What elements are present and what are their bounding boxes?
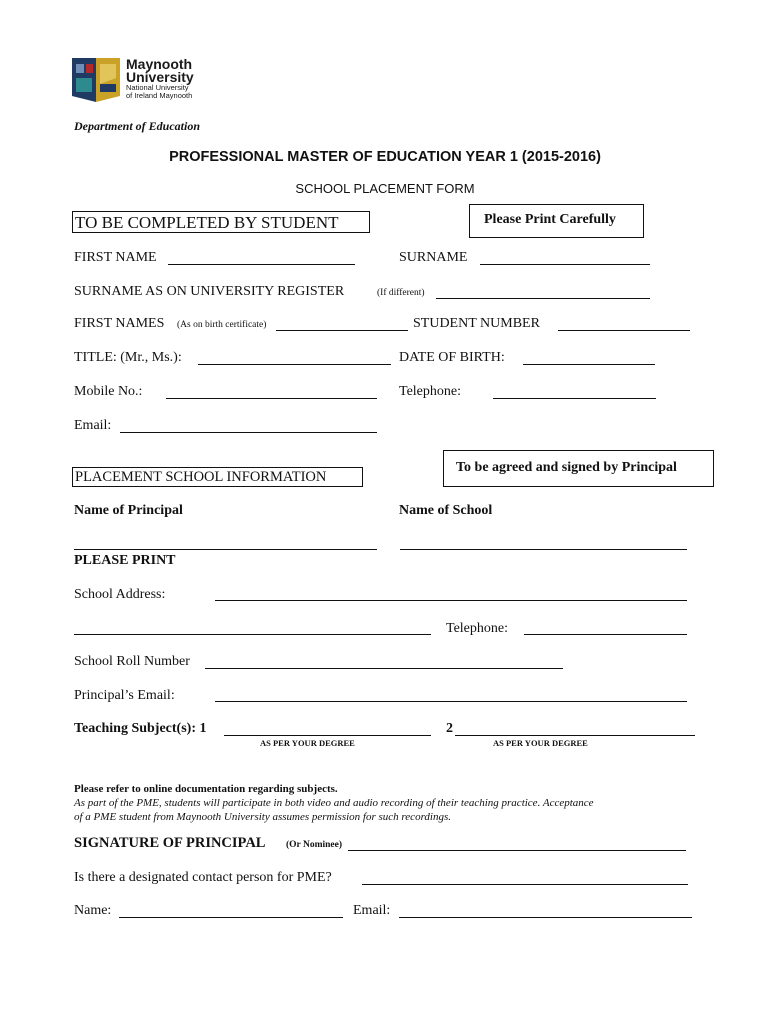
student-number-field[interactable] bbox=[558, 330, 690, 331]
principal-note: To be agreed and signed by Principal bbox=[456, 460, 677, 475]
mobile-field[interactable] bbox=[166, 398, 377, 399]
email-label: Email: bbox=[74, 418, 112, 433]
principal-email-field[interactable] bbox=[215, 701, 687, 702]
title-field[interactable] bbox=[198, 364, 391, 365]
student-section-heading: TO BE COMPLETED BY STUDENT bbox=[75, 213, 339, 232]
contact-question-field[interactable] bbox=[362, 884, 688, 885]
register-surname-field[interactable] bbox=[436, 298, 650, 299]
student-number-label: STUDENT NUMBER bbox=[413, 316, 540, 331]
contact-name-label: Name: bbox=[74, 903, 112, 918]
contact-name-field[interactable] bbox=[119, 917, 343, 918]
roll-number-field[interactable] bbox=[205, 668, 563, 669]
signature-field[interactable] bbox=[348, 850, 686, 851]
first-names-field[interactable] bbox=[276, 330, 408, 331]
logo-name-line1: Maynooth bbox=[126, 56, 193, 72]
roll-number-label: School Roll Number bbox=[74, 654, 190, 669]
mobile-label: Mobile No.: bbox=[74, 384, 143, 399]
pme-note-line1: As part of the PME, students will participate in both video and audio recording of their teaching practice. Acceptance bbox=[74, 797, 594, 809]
signature-note: (Or Nominee) bbox=[286, 840, 343, 850]
subject-1-degree-note: AS PER YOUR DEGREE bbox=[260, 738, 355, 748]
surname-label: SURNAME bbox=[399, 250, 468, 265]
principal-email-label: Principal’s Email: bbox=[74, 688, 175, 703]
please-print-note: Please Print Carefully bbox=[484, 212, 616, 227]
first-name-label: FIRST NAME bbox=[74, 250, 157, 265]
principal-note-box bbox=[443, 450, 714, 487]
principal-name-label: Name of Principal bbox=[74, 503, 183, 518]
please-print-box bbox=[469, 204, 644, 238]
contact-question: Is there a designated contact person for PME? bbox=[74, 870, 332, 885]
telephone-label: Telephone: bbox=[399, 384, 461, 399]
subject-2-field[interactable] bbox=[455, 735, 695, 736]
first-names-label: FIRST NAMES bbox=[74, 316, 165, 331]
crest-icon bbox=[72, 58, 122, 106]
signature-label: SIGNATURE OF PRINCIPAL bbox=[74, 835, 266, 851]
logo-sub-line1: National University bbox=[126, 83, 189, 92]
telephone-field[interactable] bbox=[493, 398, 656, 399]
please-print-label: PLEASE PRINT bbox=[74, 553, 176, 568]
pme-note-line2: of a PME student from Maynooth University assumes permission for such recordings. bbox=[74, 811, 452, 823]
school-telephone-field[interactable] bbox=[524, 634, 687, 635]
page-title: PROFESSIONAL MASTER OF EDUCATION YEAR 1 (2015-2016) bbox=[169, 149, 601, 165]
register-surname-note: (If different) bbox=[377, 288, 425, 298]
email-field[interactable] bbox=[120, 432, 377, 433]
school-address-field-1[interactable] bbox=[215, 600, 687, 601]
school-address-label: School Address: bbox=[74, 587, 166, 602]
subject-2-degree-note: AS PER YOUR DEGREE bbox=[493, 738, 588, 748]
logo-name-line2: University bbox=[126, 69, 194, 85]
dob-field[interactable] bbox=[523, 364, 655, 365]
first-name-field[interactable] bbox=[168, 264, 355, 265]
teaching-subjects-label: Teaching Subject(s): 1 bbox=[74, 721, 207, 736]
principal-name-field[interactable] bbox=[74, 549, 377, 550]
register-surname-label: SURNAME AS ON UNIVERSITY REGISTER bbox=[74, 284, 345, 299]
contact-email-field[interactable] bbox=[399, 917, 692, 918]
surname-field[interactable] bbox=[480, 264, 650, 265]
contact-email-label: Email: bbox=[353, 903, 391, 918]
page-subtitle: SCHOOL PLACEMENT FORM bbox=[295, 181, 475, 196]
student-section-heading-box bbox=[72, 211, 370, 233]
school-section-heading-box bbox=[72, 467, 363, 487]
title-label: TITLE: (Mr., Ms.): bbox=[74, 350, 182, 365]
dob-label: DATE OF BIRTH: bbox=[399, 350, 505, 365]
subject-2-number: 2 bbox=[446, 721, 453, 736]
school-name-label: Name of School bbox=[399, 503, 493, 518]
school-name-field[interactable] bbox=[400, 549, 687, 550]
subject-1-field[interactable] bbox=[224, 735, 431, 736]
refer-note: Please refer to online documentation regarding subjects. bbox=[74, 783, 338, 795]
first-names-note: (As on birth certificate) bbox=[177, 320, 267, 330]
department-label: Department of Education bbox=[74, 119, 201, 133]
school-address-field-2[interactable] bbox=[74, 634, 431, 635]
school-section-heading: PLACEMENT SCHOOL INFORMATION bbox=[75, 469, 327, 485]
logo-sub-line2: of Ireland Maynooth bbox=[126, 91, 193, 100]
school-telephone-label: Telephone: bbox=[446, 621, 508, 636]
